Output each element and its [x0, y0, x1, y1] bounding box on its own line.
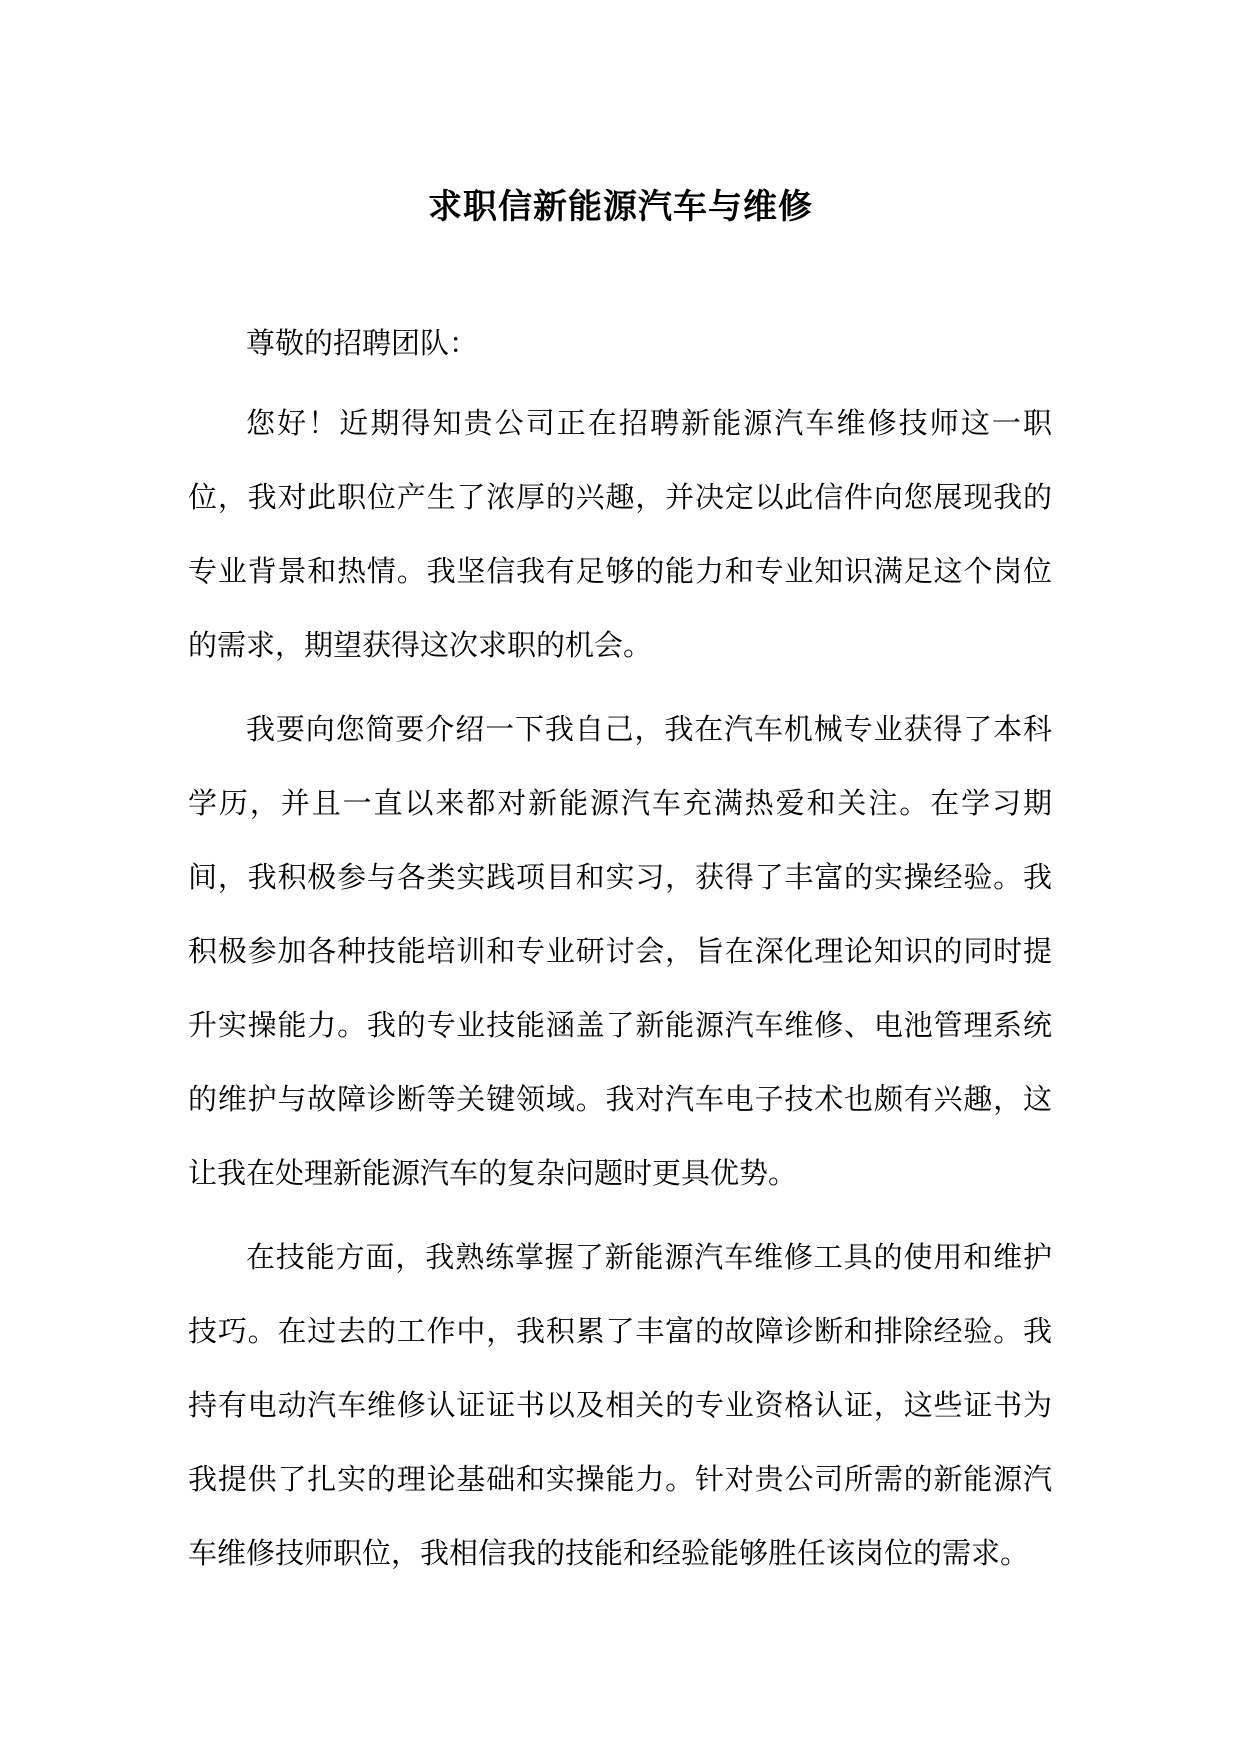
paragraph-background: 我要向您简要介绍一下我自己，我在汽车机械专业获得了本科学历，并且一直以来都对新能源汽车充满热爱和关注。在学习期间，我积极参与各类实践项目和实习，获得了丰富的实操经验。我积极参加各种技能培训和专业研讨会，旨在深化理论知识的同时提升实操能力。我的专业技能涵盖了新能源汽车维修、电池管理系统的维护与故障诊断等关键领域。我对汽车电子技术也颇有兴趣，这让我在处理新能源汽车的复杂问题时更具优势。 — [188, 712, 1052, 1190]
document-title: 求职信新能源汽车与维修 — [428, 187, 813, 227]
letter-body — [188, 306, 1052, 1590]
paragraph-skills: 在技能方面，我熟练掌握了新能源汽车维修工具的使用和维护技巧。在过去的工作中，我积累了丰富的故障诊断和排除经验。我持有电动汽车维修认证证书以及相关的专业资格认证，这些证书为我提供了扎实的理论基础和实操能力。针对贵公司所需的新能源汽车维修技师职位，我相信我的技能和经验能够胜任该岗位的需求。 — [188, 1240, 1052, 1570]
salutation: 尊敬的招聘团队： — [246, 326, 479, 360]
paragraph-intro: 您好！近期得知贵公司正在招聘新能源汽车维修技师这一职位，我对此职位产生了浓厚的兴趣，并决定以此信件向您展现我的专业背景和热情。我坚信我有足够的能力和专业知识满足这个岗位的需求，期望获得这次求职的机会。 — [188, 406, 1052, 662]
